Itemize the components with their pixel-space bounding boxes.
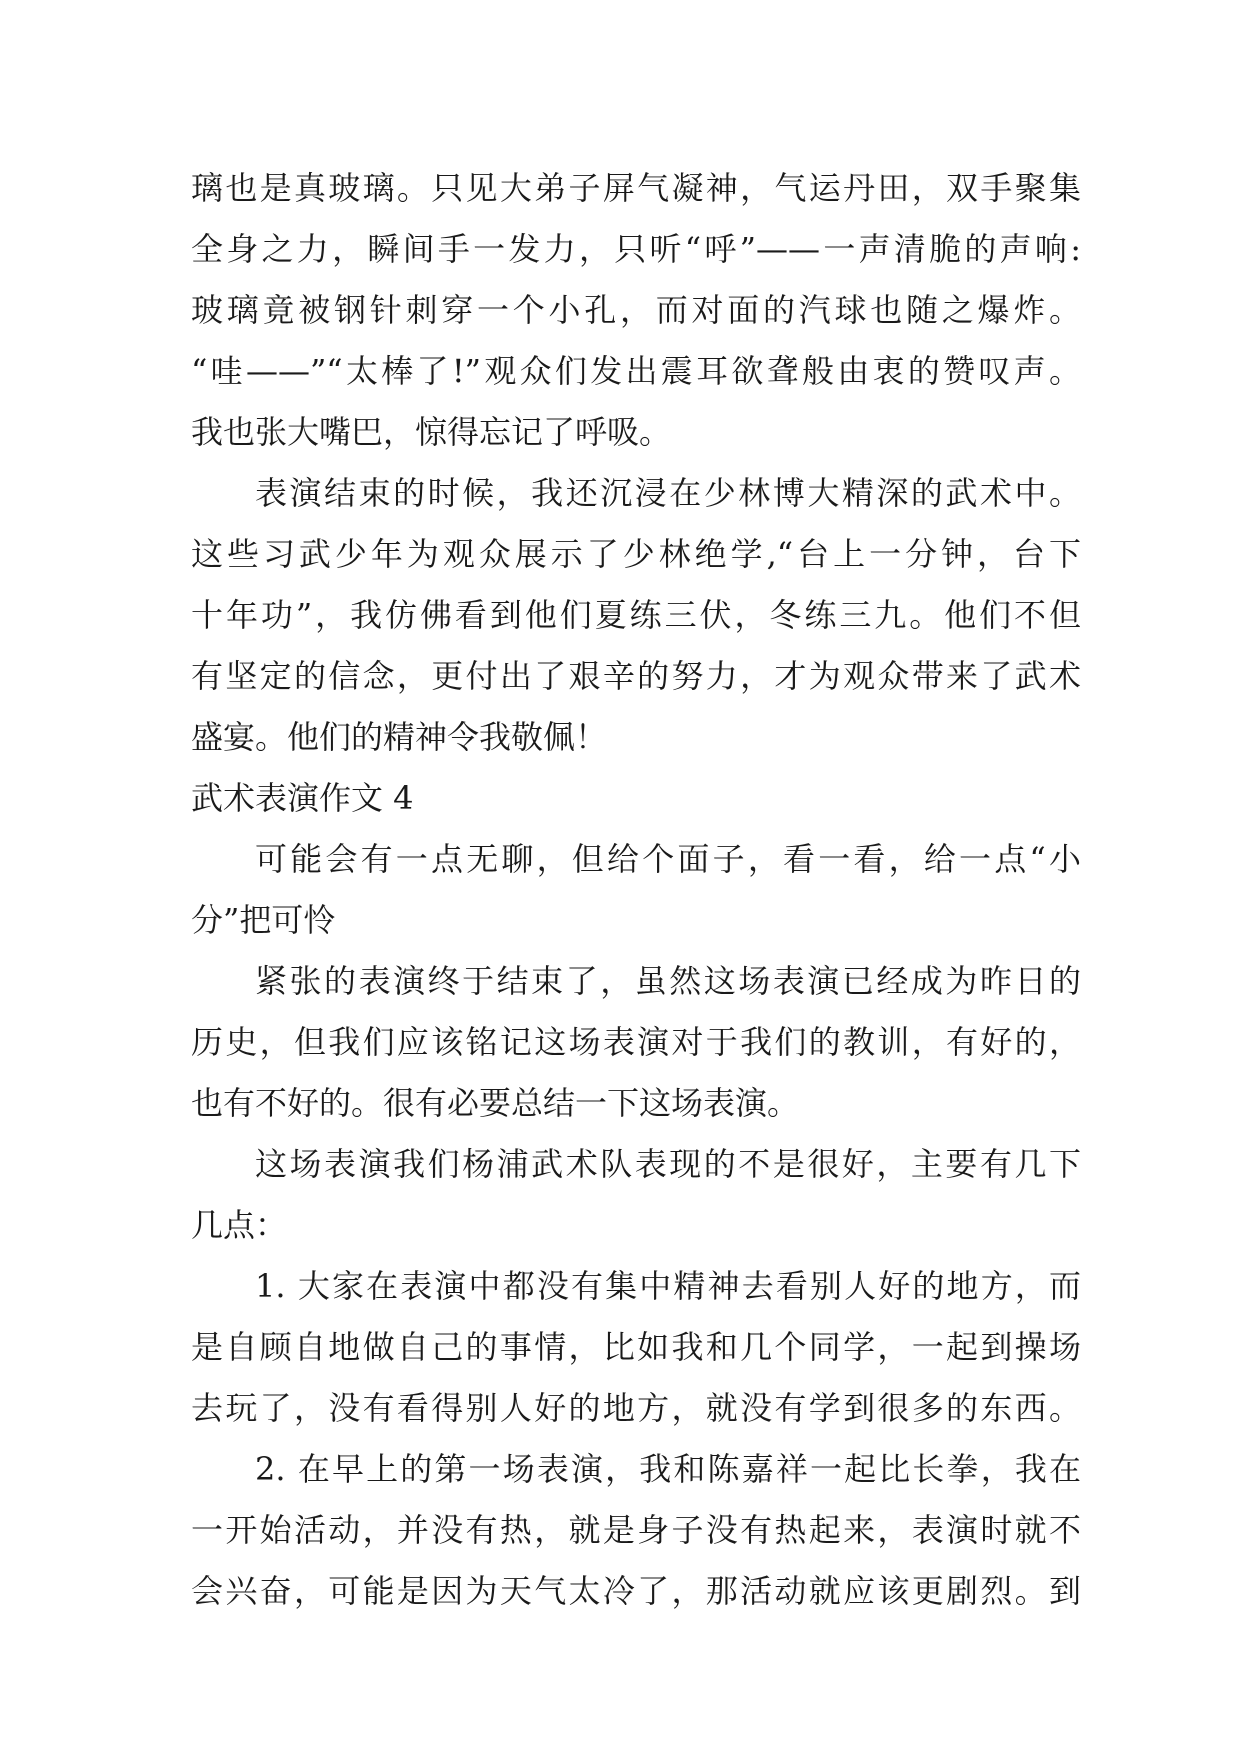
text-line: 是自顾自地做自己的事情，比如我和几个同学，一起到操场 [191,1328,1081,1366]
text-line: “哇——”“太棒了!”观众们发出震耳欲聋般由衷的赞叹声。 [191,352,1081,390]
text-line: 会兴奋，可能是因为天气太冷了，那活动就应该更剧烈。到 [191,1572,1081,1610]
text-line: 紧张的表演终于结束了，虽然这场表演已经成为昨日的 [255,962,1081,1000]
section-heading: 武术表演作文 4 [191,779,414,817]
text-line: 盛宴。他们的精神令我敬佩！ [191,718,608,756]
text-line: 一开始活动，并没有热，就是身子没有热起来，表演时就不 [191,1511,1081,1549]
text-line: 我也张大嘴巴，惊得忘记了呼吸。 [191,413,672,451]
text-line: 表演结束的时候，我还沉浸在少林博大精深的武术中。 [255,474,1081,512]
text-line: 玻璃竟被钢针刺穿一个小孔，而对面的汽球也随之爆炸。 [191,291,1081,329]
document-body [191,158,1081,1622]
text-line: 也有不好的。很有必要总结一下这场表演。 [191,1084,800,1122]
text-line: 全身之力，瞬间手一发力，只听“呼”——一声清脆的声响: [191,230,1081,268]
text-line: 十年功”，我仿佛看到他们夏练三伏，冬练三九。他们不但 [191,596,1081,634]
text-line: 璃也是真玻璃。只见大弟子屏气凝神，气运丹田，双手聚集 [191,169,1081,207]
text-line: 可能会有一点无聊，但给个面子，看一看，给一点“小 [255,840,1081,878]
text-line: 分”把可怜 [191,901,336,939]
text-line: 历史，但我们应该铭记这场表演对于我们的教训，有好的， [191,1023,1081,1061]
text-line: 这场表演我们杨浦武术队表现的不是很好，主要有几下 [255,1145,1081,1183]
text-line: 去玩了，没有看得别人好的地方，就没有学到很多的东西。 [191,1389,1081,1427]
text-line: 这些习武少年为观众展示了少林绝学,“台上一分钟，台下 [191,535,1081,573]
text-line: 几点： [191,1206,288,1244]
text-line: 1. 大家在表演中都没有集中精神去看别人好的地方，而 [255,1267,1081,1305]
text-line: 有坚定的信念，更付出了艰辛的努力，才为观众带来了武术 [191,657,1081,695]
text-line: 2. 在早上的第一场表演，我和陈嘉祥一起比长拳，我在 [255,1450,1081,1488]
